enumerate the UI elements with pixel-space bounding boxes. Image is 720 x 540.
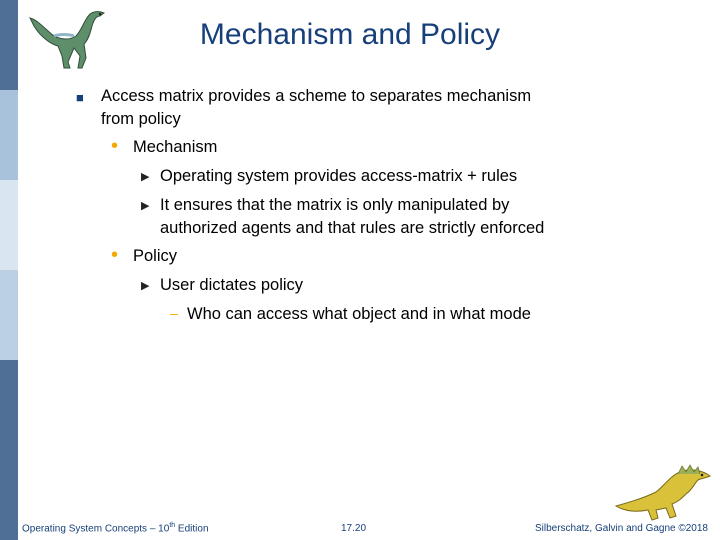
dinosaur-icon [612,462,716,522]
list-item-line: Operating system provides access-matrix + rules [160,167,518,185]
dot-bullet-icon: • [111,244,119,266]
triangle-bullet-icon: ▶ [141,171,150,183]
triangle-bullet-icon: ▶ [141,200,150,212]
list-item-line: Access matrix provides a scheme to separates mechanism [101,87,532,105]
list-item-line: from policy [101,110,181,128]
footer-book-suffix: Edition [175,523,209,534]
list-item [133,136,217,159]
list-item [133,245,177,268]
list-item-line: Policy [133,247,178,265]
list-item [160,274,303,297]
triangle-bullet-icon: ▶ [141,280,150,292]
list-item [160,194,544,240]
square-bullet-icon: ■ [76,90,84,105]
list-item [160,165,517,188]
footer-book-title [22,522,209,534]
footer-book-prefix: Operating System Concepts – 10 [22,523,170,534]
list-item-line: User dictates policy [160,276,304,294]
dot-bullet-icon: • [111,135,119,157]
slide-title: Mechanism and Policy [199,18,501,51]
footer-page-number: 17.20 [341,523,367,534]
list-item [187,303,531,326]
list-item-line: Mechanism [133,138,218,156]
dash-bullet-icon: – [170,305,178,321]
footer-copyright: Silberschatz, Galvin and Gagne ©2018 [534,523,708,534]
list-item-line: Who can access what object and in what mode [187,305,531,323]
list-item-line: It ensures that the matrix is only manipulated by [160,196,510,214]
list-item [101,85,531,131]
list-item-line: authorized agents and that rules are strictly enforced [160,219,545,237]
footer-book-sup: th [169,521,176,529]
